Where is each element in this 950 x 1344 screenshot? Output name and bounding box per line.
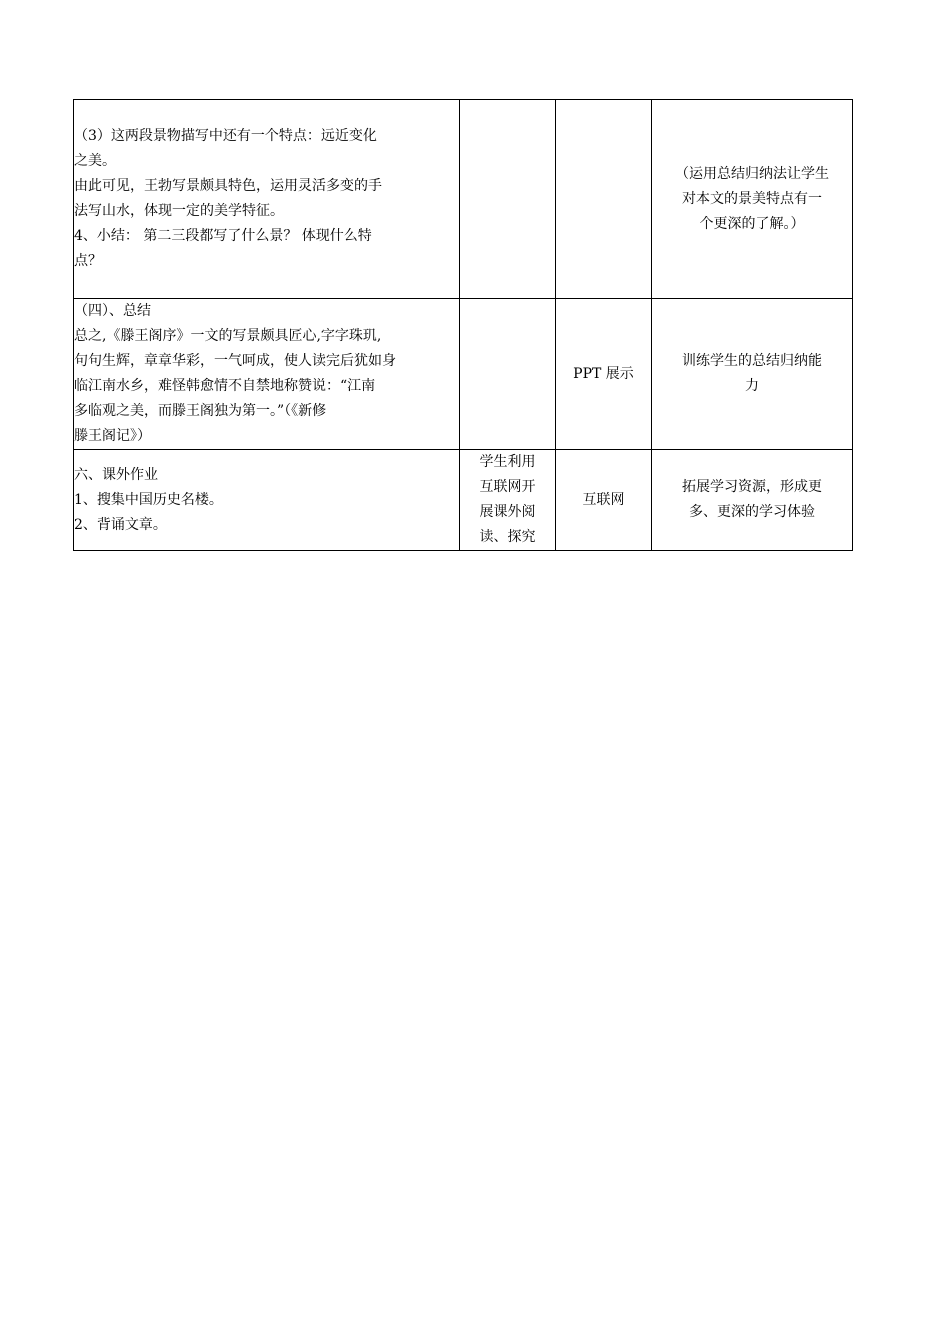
student-line: 展课外阅 [479, 504, 536, 520]
content-line: 2、背诵文章。 [74, 516, 167, 533]
student-activity-cell [460, 450, 556, 551]
media-cell: PPT 展示 [556, 299, 652, 450]
content-line: 句句生辉，章章华彩，一气呵成，使人读完后犹如身 [74, 353, 396, 369]
student-line: 读、探究 [479, 529, 536, 545]
content-line: 点？ [74, 253, 102, 269]
intent-line: 个更深的了解。） [699, 215, 805, 232]
content-line: 多临观之美，而滕王阁独为第一。”（《新修 [74, 403, 327, 419]
lesson-plan-table [73, 99, 853, 551]
intent-line: 力 [745, 378, 759, 394]
design-intent-cell [652, 100, 853, 299]
intent-line: 训练学生的总结归纳能 [682, 353, 822, 369]
intent-line: 拓展学习资源，形成更 [682, 479, 822, 495]
teaching-content-cell [74, 100, 460, 299]
table-row [74, 450, 853, 551]
student-line: 学生利用 [479, 454, 536, 470]
content-line: （四）、总结 [74, 303, 151, 319]
content-line: 由此可见，王勃写景颇具特色，运用灵活多变的手 [74, 178, 382, 194]
intent-line: 多、更深的学习体验 [689, 504, 815, 520]
content-line: 4、小结： 第二三段都写了什么景？ 体现什么特 [74, 228, 372, 244]
table-row [74, 100, 853, 299]
table-row [74, 299, 853, 450]
content-line: 1、搜集中国历史名楼。 [74, 491, 223, 508]
content-line: 总之,《滕王阁序》一文的写景颇具匠心,字字珠玑, [74, 328, 382, 344]
content-line: （3）这两段景物描写中还有一个特点：远近变化 [74, 128, 377, 144]
teaching-content-cell [74, 299, 460, 450]
content-line: 六、课外作业 [74, 466, 158, 483]
content-line: 临江南水乡，难怪韩愈情不自禁地称赞说：“江南 [74, 378, 376, 394]
content-line: 之美。 [74, 153, 116, 169]
student-activity-cell [460, 100, 556, 299]
intent-line: 对本文的景美特点有一 [682, 190, 822, 207]
media-cell: 互联网 [556, 450, 652, 551]
content-line: 法写山水，体现一定的美学特征。 [74, 203, 284, 219]
intent-line: （运用总结归纳法让学生 [675, 165, 829, 182]
teaching-content-cell [74, 450, 460, 551]
media-cell [556, 100, 652, 299]
design-intent-cell [652, 299, 853, 450]
content-line: 滕王阁记》） [74, 428, 151, 444]
student-activity-cell [460, 299, 556, 450]
design-intent-cell [652, 450, 853, 551]
student-line: 互联网开 [479, 479, 536, 495]
